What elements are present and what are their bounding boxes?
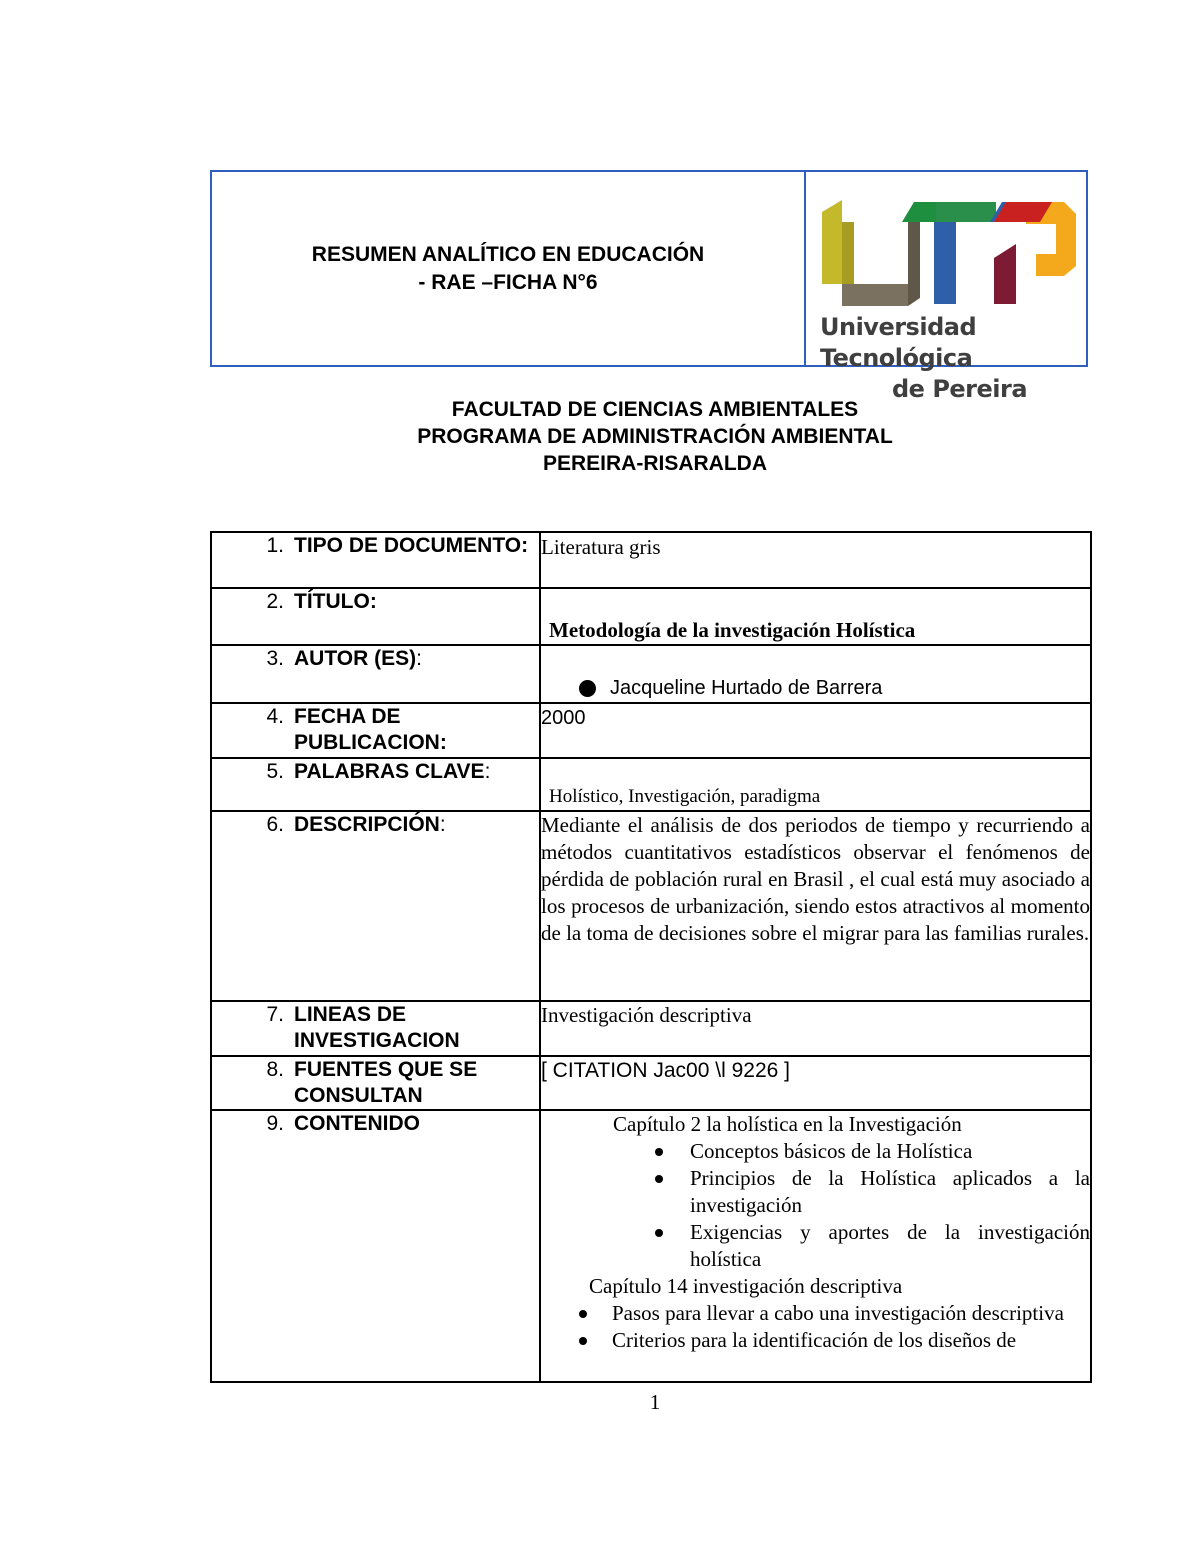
row-fuentes [211, 1056, 1091, 1110]
list-item: Principios de la Holística aplicados a la investigación [541, 1165, 1090, 1219]
page-number: 1 [649, 1390, 661, 1414]
value-cell [540, 811, 1091, 1001]
list-item: Pasos para llevar a cabo una investigación descriptiva [541, 1300, 1090, 1327]
field-cell [211, 811, 540, 1001]
field-number: 5. [266, 760, 284, 783]
field-cell [211, 1110, 540, 1382]
utp-logo-icon [816, 192, 1096, 332]
field-value: Investigación descriptiva [541, 1003, 752, 1027]
list-item: Exigencias y aportes de la investigación holística [541, 1219, 1090, 1273]
field-value: Mediante el análisis de dos periodos de tiempo y recurriendo a métodos cuantitativos estadísticos observar el fenómenos de pérdida de población rural en Brasil , el cual está muy asociado a los procesos de urbanización, siendo estos atractivos al momento de la toma de decisiones sobre el migrar para las familias rurales. [541, 813, 1090, 945]
logo-line-2: de Pereira [892, 375, 1028, 403]
value-cell [540, 1110, 1091, 1382]
chapter-heading: Capítulo 2 la holística en la Investigación [613, 1112, 962, 1136]
field-value: [ CITATION Jac00 \l 9226 ] [541, 1059, 790, 1082]
field-value: Holístico, Investigación, paradigma [549, 786, 821, 807]
field-cell [211, 758, 540, 811]
field-number: 9. [266, 1112, 284, 1135]
field-cell [211, 645, 540, 703]
chapter-list [541, 1138, 1090, 1273]
field-label: CONTENIDO [294, 1112, 420, 1135]
field-value: Jacqueline Hurtado de Barrera [610, 677, 883, 699]
field-colon: : [439, 813, 446, 836]
header-box [210, 170, 1088, 403]
field-number: 7. [266, 1003, 284, 1026]
chapter-list [541, 1300, 1090, 1354]
faculty-line-2: PROGRAMA DE ADMINISTRACIÓN AMBIENTAL [417, 425, 893, 448]
field-label: TÍTULO: [294, 590, 377, 613]
value-cell [540, 645, 1091, 703]
row-autor [211, 645, 1091, 703]
bullet-icon [579, 680, 596, 697]
field-value: Metodología de la investigación Holística [549, 618, 916, 642]
faculty-line-3: PEREIRA-RISARALDA [542, 452, 767, 475]
document-title [212, 172, 806, 365]
field-cell [211, 532, 540, 588]
row-descripcion [211, 811, 1091, 1001]
value-cell [540, 1056, 1091, 1110]
field-colon: : [484, 760, 491, 783]
value-cell [540, 532, 1091, 588]
field-value: 2000 [541, 707, 586, 729]
value-cell [540, 1001, 1091, 1056]
field-number: 3. [266, 647, 284, 670]
field-cell [211, 588, 540, 645]
field-number: 1. [266, 534, 284, 557]
university-logo [806, 172, 1086, 403]
field-cell [211, 1056, 540, 1110]
field-label: LINEAS DE INVESTIGACION [294, 1003, 460, 1052]
field-label: PALABRAS CLAVE [294, 760, 485, 783]
logo-wordmark [820, 312, 1090, 405]
chapter-heading: Capítulo 14 investigación descriptiva [589, 1274, 903, 1298]
list-item: Conceptos básicos de la Holística [541, 1138, 1090, 1165]
row-contenido [211, 1110, 1091, 1382]
faculty-block [210, 396, 1100, 477]
field-number: 2. [266, 590, 284, 613]
value-cell [540, 758, 1091, 811]
field-label: FUENTES QUE SE CONSULTAN [294, 1058, 478, 1107]
list-item: Criterios para la identificación de los diseños de [541, 1327, 1090, 1354]
field-value: Literatura gris [541, 535, 661, 559]
value-cell [540, 588, 1091, 645]
field-cell [211, 703, 540, 758]
row-titulo [211, 588, 1091, 645]
field-number: 4. [266, 705, 284, 728]
row-lineas [211, 1001, 1091, 1056]
row-palabras [211, 758, 1091, 811]
field-colon: : [416, 647, 422, 670]
value-cell [540, 703, 1091, 758]
field-cell [211, 1001, 540, 1056]
field-label: AUTOR (ES) [294, 647, 417, 670]
rae-table [210, 531, 1092, 1383]
field-label: DESCRIPCIÓN [294, 813, 440, 836]
row-fecha [211, 703, 1091, 758]
title-line-1: RESUMEN ANALÍTICO EN EDUCACIÓN [311, 242, 705, 266]
field-label: TIPO DE DOCUMENTO: [294, 534, 529, 557]
field-number: 6. [266, 813, 284, 836]
logo-line-1: Universidad Tecnológica [820, 313, 977, 372]
field-label: FECHA DE PUBLICACION: [294, 705, 447, 754]
title-line-2: - RAE –FICHA N°6 [418, 270, 598, 294]
field-number: 8. [266, 1058, 284, 1081]
row-tipo [211, 532, 1091, 588]
faculty-line-1: FACULTAD DE CIENCIAS AMBIENTALES [451, 398, 859, 421]
